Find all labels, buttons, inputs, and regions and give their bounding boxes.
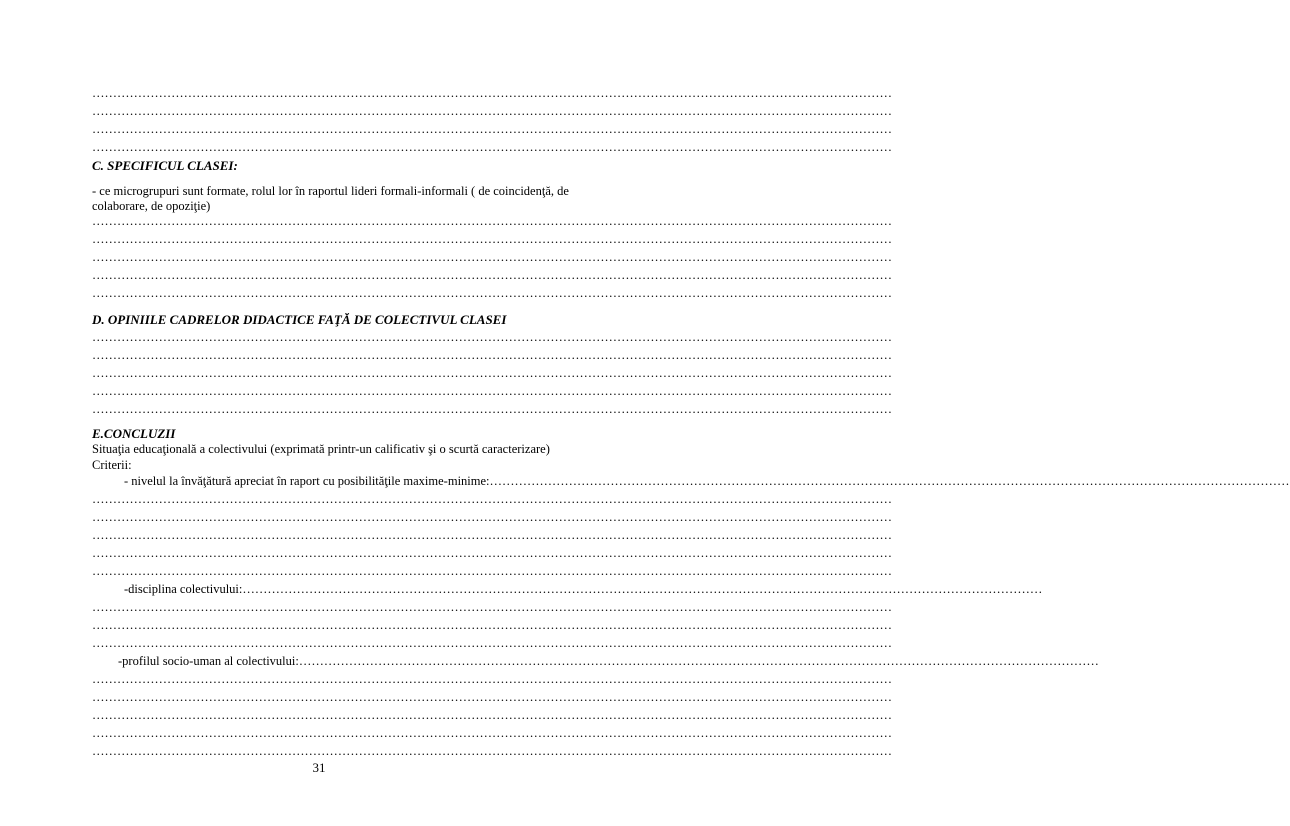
dotted-line: ………………………………………………………………………………………………………………………………………………………………………… bbox=[92, 690, 892, 704]
dotted-line: ………………………………………………………………………………………………………………………………………………………………………… bbox=[92, 384, 892, 398]
criterion-profile-label: -profilul socio-uman al colectivului: bbox=[118, 654, 299, 668]
dotted-line: ………………………………………………………………………………………………………………………………………………………………………… bbox=[92, 636, 892, 650]
dotted-line: ………………………………………………………………………………………………………………………………………………………………………… bbox=[92, 492, 892, 506]
dotted-line: ………………………………………………………………………………………………………………………………………………………………………… bbox=[92, 546, 892, 560]
dotted-fill: ………………………………………………………………………………………………………………………………………………………………………… bbox=[242, 582, 1043, 596]
dotted-line: ………………………………………………………………………………………………………………………………………………………………………… bbox=[92, 214, 892, 228]
section-e-intro: Situaţia educaţională a colectivului (exprimată printr-un calificativ şi o scurtă caracterizare) bbox=[92, 442, 550, 456]
dotted-line: ………………………………………………………………………………………………………………………………………………………………………… bbox=[92, 510, 892, 524]
dotted-line: ………………………………………………………………………………………………………………………………………………………………………… bbox=[92, 726, 892, 740]
section-e-heading: E.CONCLUZII bbox=[92, 426, 176, 441]
section-c-heading: C. SPECIFICUL CLASEI: bbox=[92, 158, 238, 173]
dotted-line: ………………………………………………………………………………………………………………………………………………………………………… bbox=[92, 564, 892, 578]
criterion-discipline bbox=[124, 582, 1043, 596]
dotted-fill: ………………………………………………………………………………………………………………………………………………………………………… bbox=[298, 654, 1099, 668]
page-number: 31 bbox=[312, 760, 326, 775]
dotted-line: ………………………………………………………………………………………………………………………………………………………………………… bbox=[92, 348, 892, 362]
dotted-line: ………………………………………………………………………………………………………………………………………………………………………… bbox=[92, 618, 892, 632]
dotted-line: ………………………………………………………………………………………………………………………………………………………………………… bbox=[92, 86, 892, 100]
dotted-line: ………………………………………………………………………………………………………………………………………………………………………… bbox=[92, 286, 892, 300]
dotted-line: ………………………………………………………………………………………………………………………………………………………………………… bbox=[92, 600, 892, 614]
dotted-line: ………………………………………………………………………………………………………………………………………………………………………… bbox=[92, 366, 892, 380]
dotted-line: ………………………………………………………………………………………………………………………………………………………………………… bbox=[92, 232, 892, 246]
dotted-line: ………………………………………………………………………………………………………………………………………………………………………… bbox=[92, 708, 892, 722]
dotted-line: ………………………………………………………………………………………………………………………………………………………………………… bbox=[92, 528, 892, 542]
section-d-heading: D. OPINIILE CADRELOR DIDACTICE FAŢĂ DE COLECTIVUL CLASEI bbox=[92, 312, 507, 327]
dotted-line: ………………………………………………………………………………………………………………………………………………………………………… bbox=[92, 104, 892, 118]
dotted-line: ………………………………………………………………………………………………………………………………………………………………………… bbox=[92, 140, 892, 154]
dotted-line: ………………………………………………………………………………………………………………………………………………………………………… bbox=[92, 744, 892, 758]
dotted-fill: ………………………………………………………………………………………………………………………………………………………………………… bbox=[489, 474, 1290, 488]
criterion-profile bbox=[118, 654, 1099, 668]
dotted-line: ………………………………………………………………………………………………………………………………………………………………………… bbox=[92, 268, 892, 282]
dotted-line: ………………………………………………………………………………………………………………………………………………………………………… bbox=[92, 122, 892, 136]
criterion-discipline-label: -disciplina colectivului: bbox=[124, 582, 243, 596]
criterion-learning bbox=[124, 474, 1290, 488]
dotted-line: ………………………………………………………………………………………………………………………………………………………………………… bbox=[92, 672, 892, 686]
dotted-line: ………………………………………………………………………………………………………………………………………………………………………… bbox=[92, 402, 892, 416]
criterion-learning-label: - nivelul la învăţătură apreciat în raport cu posibilităţile maxime-minime: bbox=[124, 474, 490, 488]
dotted-line: ………………………………………………………………………………………………………………………………………………………………………… bbox=[92, 250, 892, 264]
section-c-text: - ce microgrupuri sunt formate, rolul lor în raportul lideri formali-informali ( de coincidenţă, de colaborare, de opoziţie) bbox=[92, 184, 569, 213]
dotted-line: ………………………………………………………………………………………………………………………………………………………………………… bbox=[92, 330, 892, 344]
criteria-label: Criterii: bbox=[92, 458, 132, 472]
